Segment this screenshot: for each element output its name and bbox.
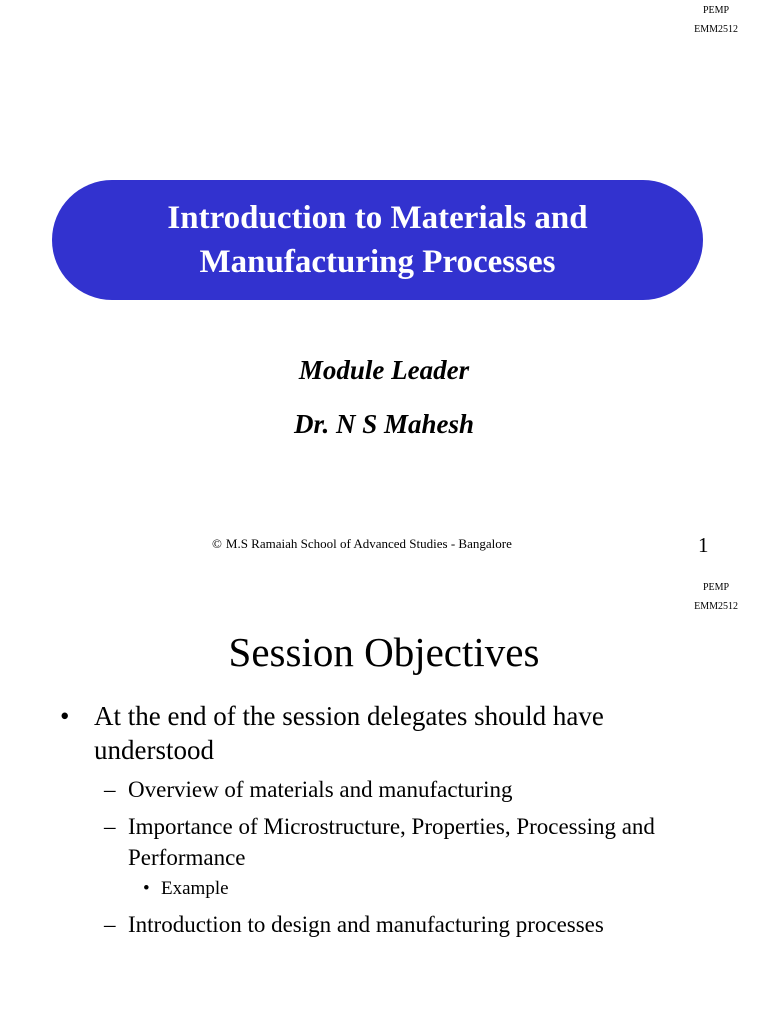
title-line-2: Manufacturing Processes xyxy=(199,244,556,280)
corner-label-code: EMM2512 xyxy=(694,24,738,35)
sub-bullet-text: Importance of Microstructure, Properties, Processing and Performance xyxy=(128,814,655,870)
bullet-icon: • xyxy=(60,701,70,731)
footer-text: M.S Ramaiah School of Advanced Studies - Bangalore xyxy=(225,536,512,551)
corner-label xyxy=(694,1,738,39)
corner-label-top: PEMP xyxy=(702,5,730,16)
copyright-icon: © xyxy=(212,536,222,551)
corner-label-top: PEMP xyxy=(702,582,730,593)
bullet-text: At the end of the session delegates should have understood xyxy=(94,701,604,765)
corner-label-code: EMM2512 xyxy=(694,601,738,612)
sub-sub-bullet-text: Example xyxy=(161,878,229,899)
slide-title: Session Objectives xyxy=(228,629,540,675)
sub-bullet-text: Overview of materials and manufacturing xyxy=(128,777,513,802)
footer xyxy=(212,536,512,552)
corner-label xyxy=(694,578,738,616)
page-number: 1 xyxy=(698,533,709,557)
title-line-1: Introduction to Materials and xyxy=(167,200,588,236)
bullet-icon: • xyxy=(143,878,150,899)
dash-icon: – xyxy=(104,777,116,802)
dash-icon: – xyxy=(104,912,116,937)
sub-bullet-text: Introduction to design and manufacturing processes xyxy=(128,912,604,937)
dash-icon: – xyxy=(104,814,116,839)
module-leader-name: Dr. N S Mahesh xyxy=(293,409,475,439)
title-banner xyxy=(52,180,703,300)
module-leader-label: Module Leader xyxy=(298,355,470,385)
